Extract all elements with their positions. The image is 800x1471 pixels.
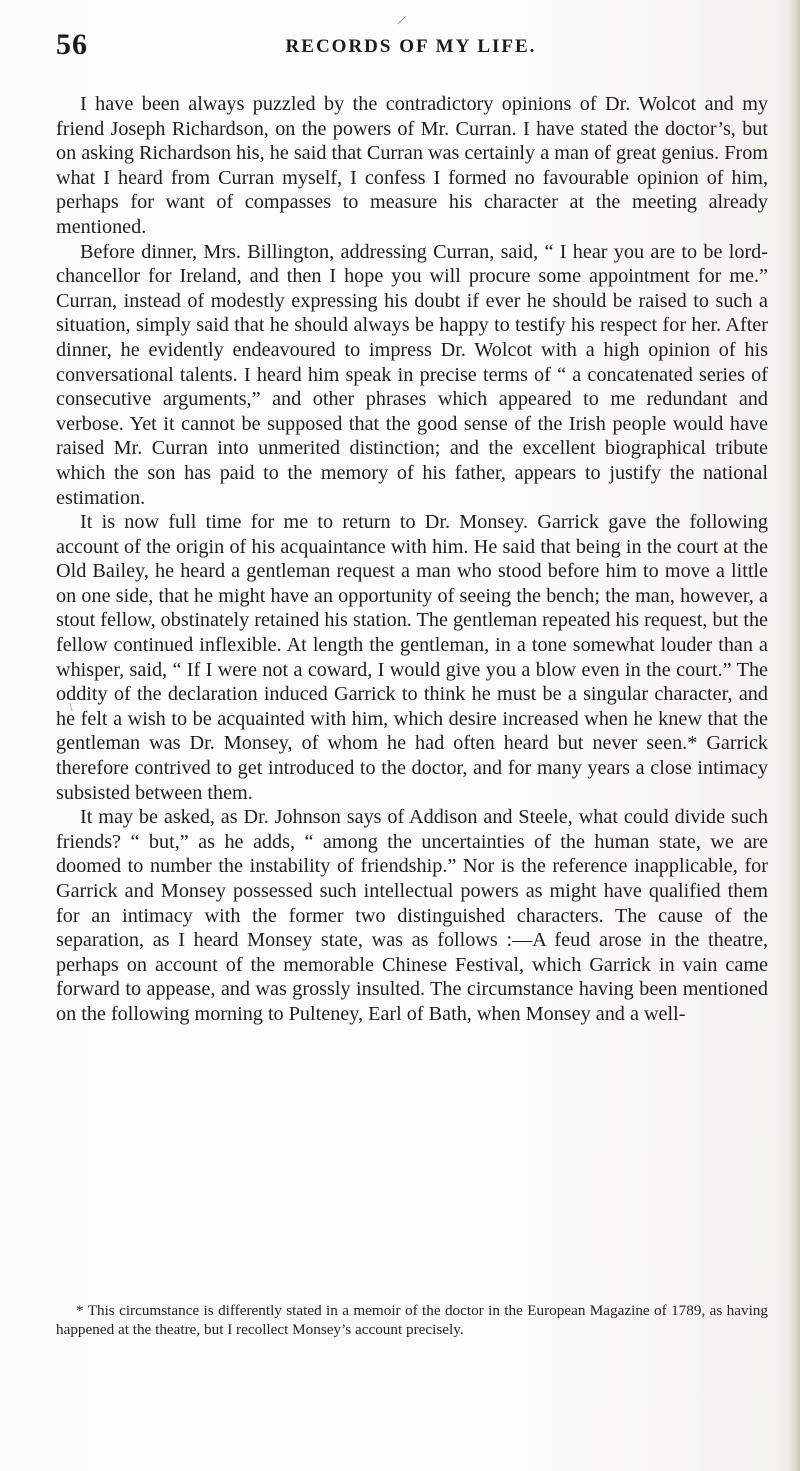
paragraph: It is now full time for me to return to Dr. Monsey. Garrick gave the following account of the origin of his acquaintance with him. He said that being in the court at the Old Bailey, he heard a gentleman request a man who stood before him to move a little on one side, that he might have an opportunity of seeing the bench; the man, however, a stout fellow, obstinately retained his station. The gentleman repeated his request, but the fellow continued inflexible. At length the gentleman, in a tone somewhat louder than a whisper, said, “ If I were not a coward, I would give you a blow even in the court.” The oddity of the declaration induced Garrick to think he must be a singular character, and he felt a wish to be acquainted with him, which desire increased when he knew that the gentleman was Dr. Monsey, of whom he had often heard but never seen.* Garrick therefore contrived to get introduced to the doctor, and for many years a close intimacy subsisted between them. xyxy=(56,511,768,804)
paragraph: Before dinner, Mrs. Billington, addressing Curran, said, “ I hear you are to be lord-chancellor for Ireland, and then I hope you will procure some appointment for me.” Curran, instead of modestly expressing his doubt if ever he should be raised to such a situation, simply said that he should always be happy to testify his respect for her. After dinner, he evidently endeavoured to impress Dr. Wolcot with a high opinion of his conversational talents. I heard him speak in precise terms of “ a concatenated series of consecutive arguments,” and other phrases which appeared to me redundant and verbose. Yet it cannot be supposed that the good sense of the Irish people would have raised Mr. Curran into unmerited distinction; and the excellent biographical tribute which the son has paid to the memory of his father, appears to justify the national estimation. xyxy=(56,240,768,509)
ink-mark xyxy=(396,14,408,26)
footnote-text: * This circumstance is differently stated in a memoir of the doctor in the European Magazine of 1789, as having happened at the theatre, but I recollect Monsey’s account precisely. xyxy=(56,1302,768,1338)
paragraph: It may be asked, as Dr. Johnson says of Addison and Steele, what could divide such friends? “ but,” as he adds, “ among the uncertainties of the human state, we are doomed to number the instability of friendship.” Nor is the reference inapplicable, for Garrick and Monsey possessed such intellectual powers as might have qualified them for an intimacy with the former two distinguished characters. The cause of the separation, as I heard Monsey state, was as follows :—A feud arose in the theatre, perhaps on account of the memorable Chinese Festival, which Garrick in vain came forward to appease, and was grossly insulted. The circumstance having been mentioned on the following morning to Pulteney, Earl of Bath, when Monsey and a well- xyxy=(56,806,768,1025)
paragraph: I have been always puzzled by the contradictory opinions of Dr. Wolcot and my friend Joseph Richardson, on the powers of Mr. Curran. I have stated the doctor’s, but on asking Richardson his, he said that Curran was certainly a man of great genius. From what I heard from Curran myself, I confess I formed no favourable opinion of him, perhaps for want of compasses to measure his character at the meeting already mentioned. xyxy=(56,93,768,238)
footnote xyxy=(56,1301,768,1339)
running-head: RECORDS OF MY LIFE. xyxy=(285,36,537,57)
page-header xyxy=(56,28,766,68)
page-edge-shadow xyxy=(786,0,800,1471)
page-number: 56 xyxy=(56,28,88,61)
ink-mark xyxy=(68,702,78,712)
body-text xyxy=(56,92,768,1027)
